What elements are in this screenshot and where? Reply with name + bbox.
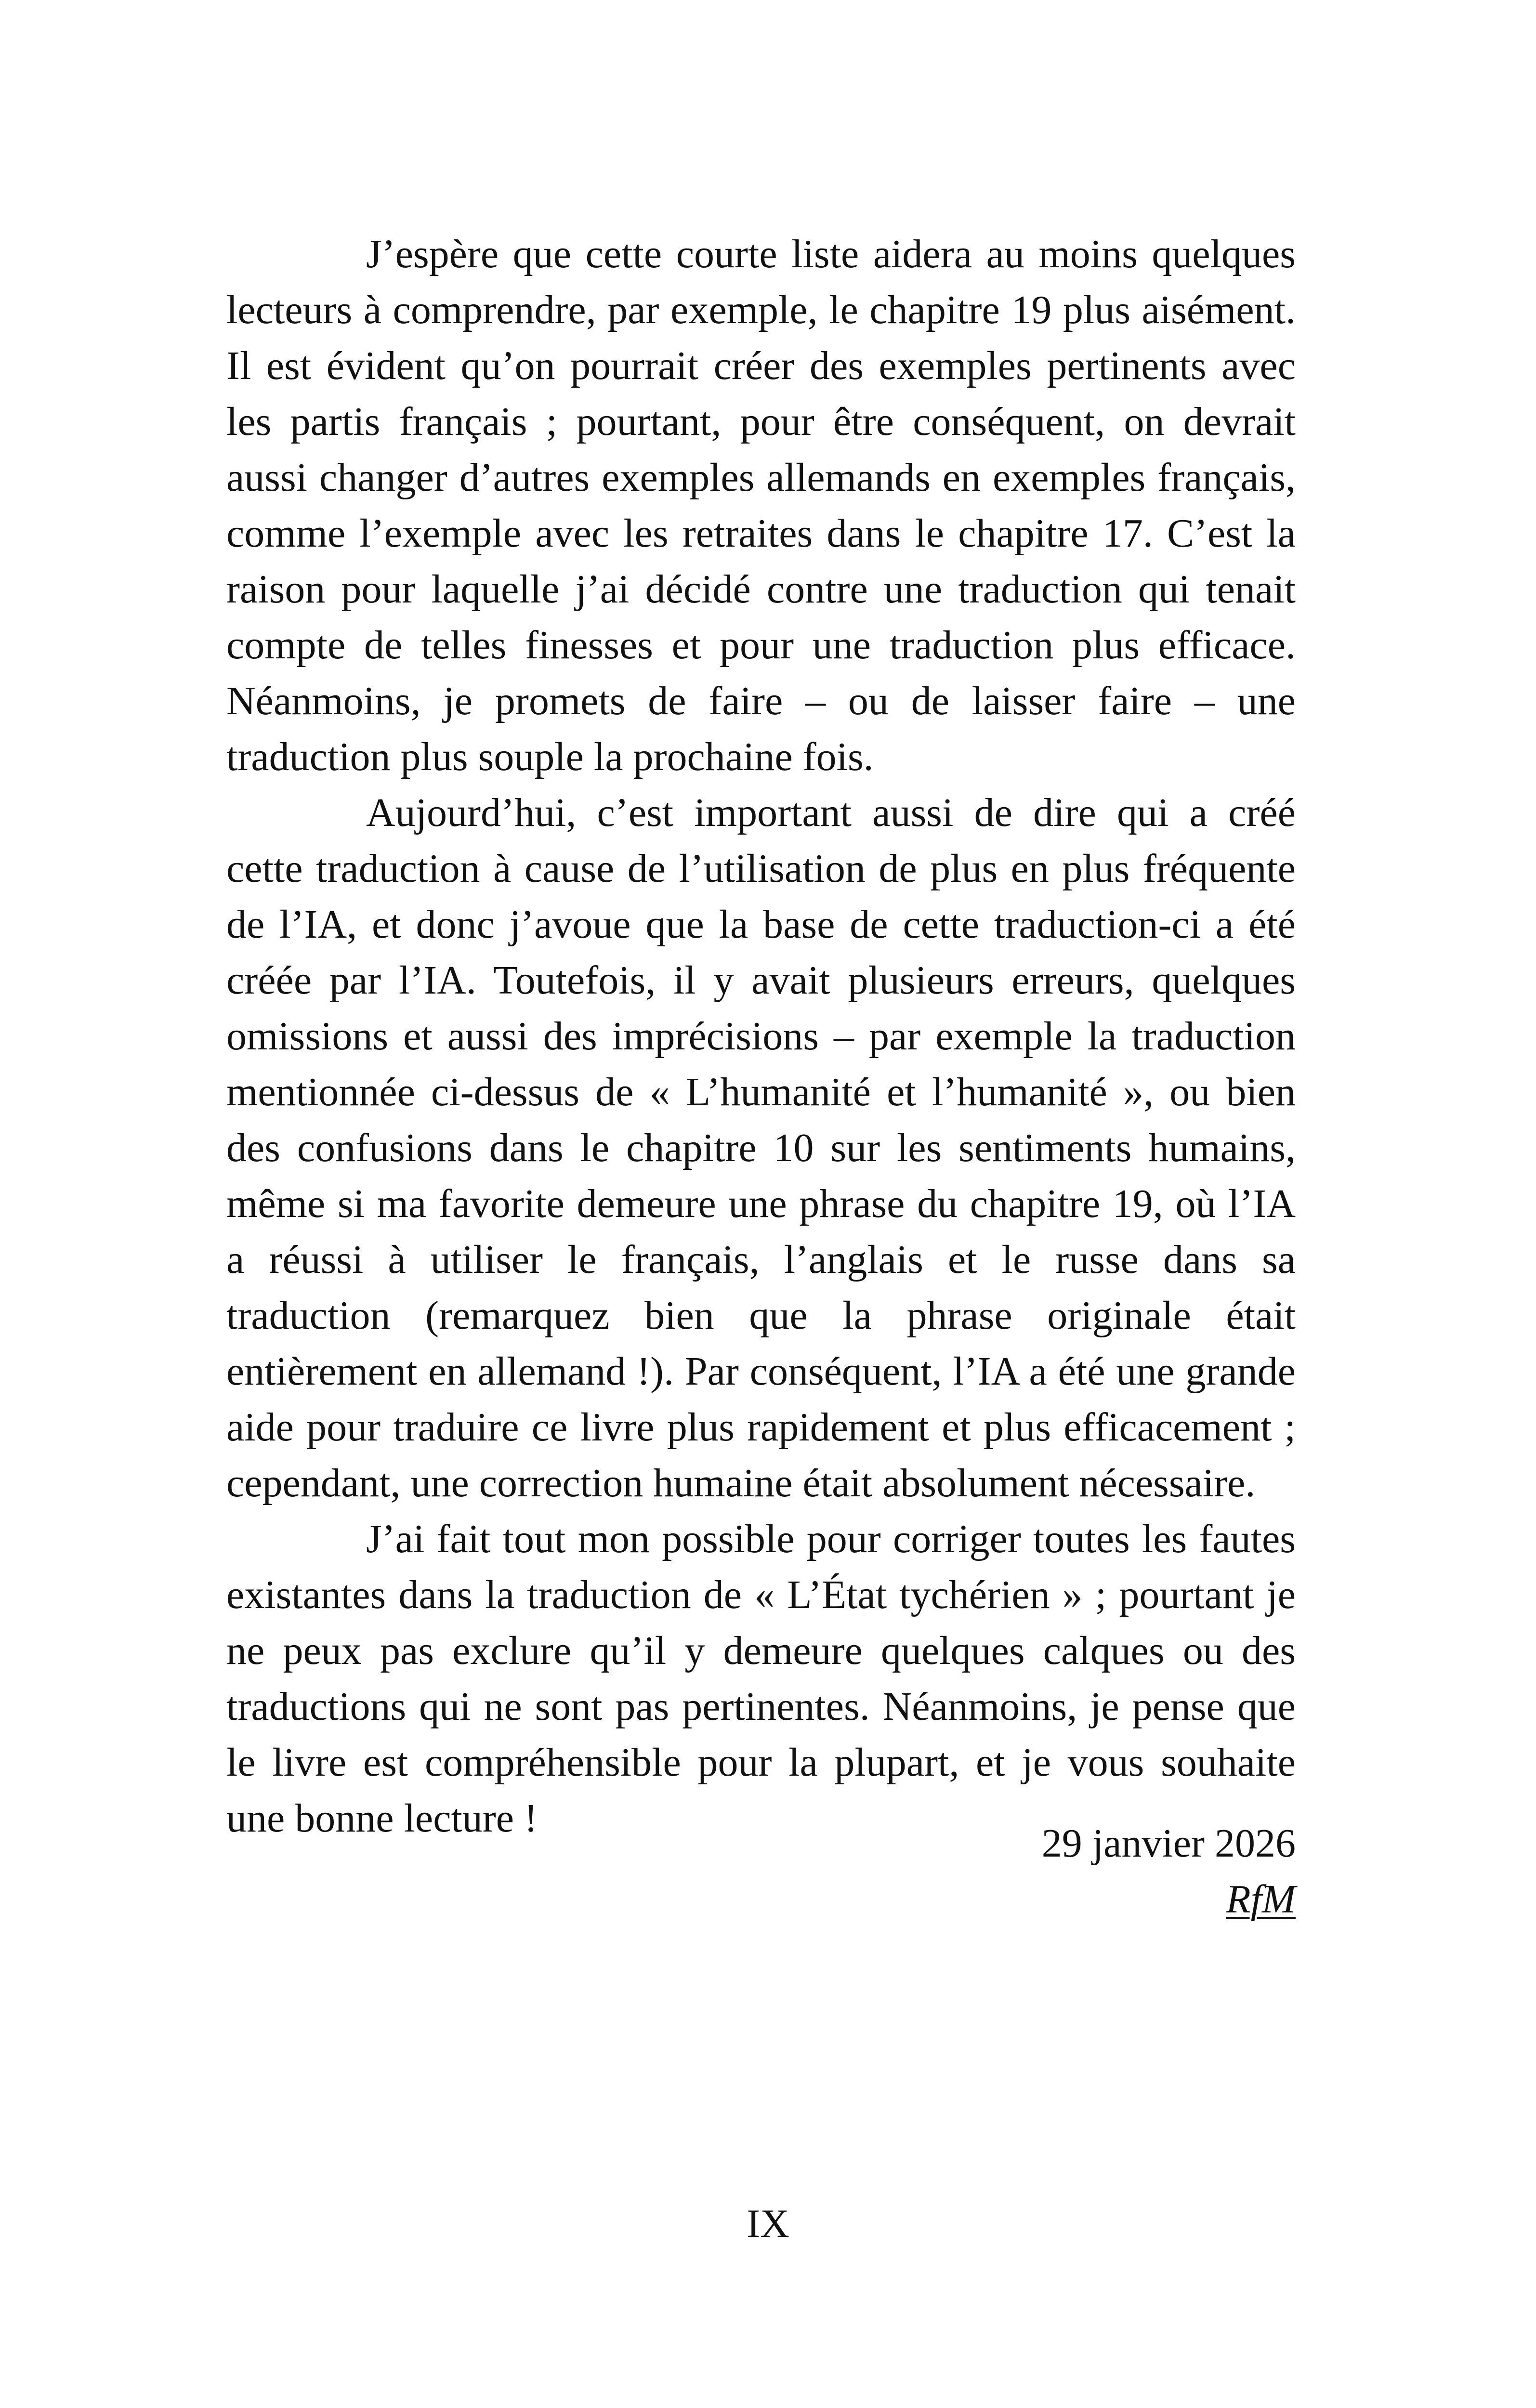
paragraph-3: J’ai fait tout mon possible pour corriger toutes les fautes existantes dans la traduction de « L’État tychérien » ; pourtant je ne peux pas exclure qu’il y demeure quelques calques ou des traductions qui ne sont pas pertinentes. Néanmoins, je pense que le livre est compréhensible pour la plupart, et je vous souhaite une bonne lecture ! bbox=[226, 1517, 1296, 1841]
paragraph-1: J’espère que cette courte liste aidera au moins quelques lecteurs à comprendre, par exemple, le chapitre 19 plus aisément. Il est évident qu’on pourrait créer des exemples pertinents avec les partis français ; pourtant, pour être conséquent, on devrait aussi changer d’autres exemples allemands en exemples français, comme l’exemple avec les retraites dans le chapitre 17. C’est la raison pour laquelle j’ai décidé contre une traduction qui tenait compte de telles finesses et pour une traduction plus efficace. Néanmoins, je promets de faire – ou de laisser faire – une traduction plus souple la prochaine fois. bbox=[226, 232, 1296, 779]
signature-block bbox=[226, 1816, 1296, 1927]
page-number: IX bbox=[747, 2201, 789, 2246]
body-text bbox=[226, 226, 1296, 1846]
signature-date: 29 janvier 2026 bbox=[1041, 1821, 1296, 1866]
paragraph-2: Aujourd’hui, c’est important aussi de dire qui a créé cette traduction à cause de l’utilisation de plus en plus fréquente de l’IA, et donc j’avoue que la base de cette traduction-ci a été créée par l’IA. Toutefois, il y avait plusieurs erreurs, quelques omissions et aussi des imprécisions – par exemple la traduction mentionnée ci-dessus de « L’humanité et l’humanité », ou bien des confusions dans le chapitre 10 sur les sentiments humains, même si ma favorite demeure une phrase du chapitre 19, où l’IA a réussi à utiliser le français, l’anglais et le russe dans sa traduction (remarquez bien que la phrase originale était entièrement en allemand !). Par conséquent, l’IA a été une grande aide pour traduire ce livre plus rapidement et plus efficacement ; cependant, une correction humaine était absolument nécessaire. bbox=[226, 790, 1296, 1505]
signature-initials: RfM bbox=[1226, 1877, 1296, 1922]
